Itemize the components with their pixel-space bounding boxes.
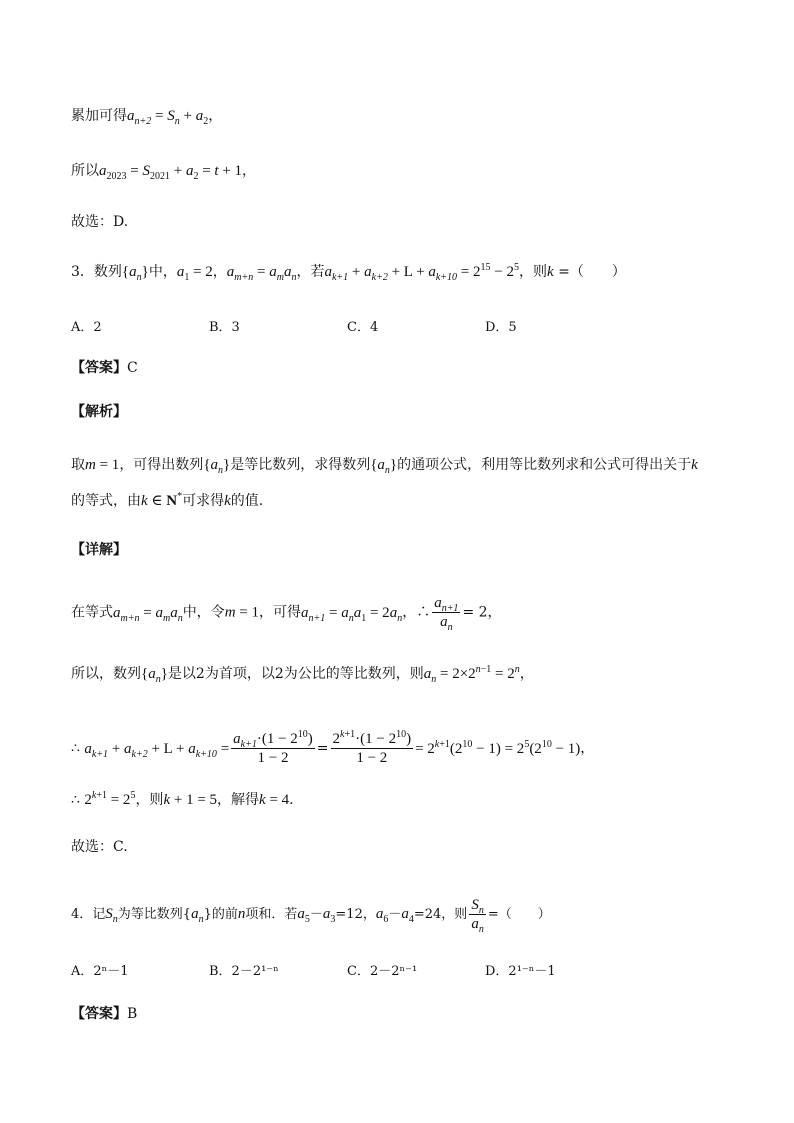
line-choice-d: 故选：D. [71, 214, 129, 230]
line-cumulative: 累加可得$a_{n+2} = S_n + a_2$， [71, 108, 223, 127]
q3-option-b: B．3 [209, 320, 240, 335]
q4-option-c: C．2－2ⁿ⁻¹ [347, 964, 418, 979]
q3-option-a: A．2 [71, 320, 102, 335]
q4-option-a: A．2ⁿ－1 [71, 964, 129, 979]
question-4: 4．记$S_n$为等比数列$\{a_n\}$的前n项和．若$a_5-a_3=12$，$a_6-a_4=24$，则 $\frac{S_n}{a_n}$ =（ ） [71, 897, 551, 935]
q4-option-d: D．2¹⁻ⁿ－1 [485, 964, 556, 979]
analysis-line-2: 的等式，由k ∈ N*可求得k的值. [71, 491, 264, 509]
analysis-tag: 【解析】 [71, 404, 127, 420]
analysis-line-1: 取m = 1，可得出数列$\{a_n\}$是等比数列，求得数列$\{a_n\}$的通项公式，利用等比数列求和公式可得出关于k [71, 457, 698, 476]
detail-line-sum: ∴ $a_{k+1} + a_{k+2} + L + a_{k+10}$ = $\frac{a_{k+1}\cdot(1 - 2^{10})}{1 - 2}$ = $\frac{2^{k+1}\cdot(1 - 2^{10})}{1 - 2}$ = $2^{k+1}(2^{10} - 1) = 2^5(2^{10} - 1)$， [71, 729, 595, 766]
q4-option-b: B．2－2¹⁻ⁿ [209, 964, 279, 979]
q3-option-d: D．5 [485, 320, 517, 335]
detail-line-1: 在等式$a_{m+n} = a_ma_n$中，令m = 1，可得$a_{n+1} = a_na_1 = 2a_n$，∴ $\frac{a_{n+1}}{a_n}$ = 2， [71, 595, 502, 633]
detail-line-4: ∴ $2^{k+1} = 2^5$，则k + 1 = 5，解得k = 4. [71, 790, 294, 808]
line-conclusion: 所以$a_{2023} = S_{2021} + a_2 = t + 1$， [71, 163, 257, 182]
question-3: 3．数列$\{a_n\}$中，$a_1 = 2$，$a_{m+n} = a_ma_n$，若$a_{k+1} + a_{k+2} + L + a_{k+10} = 2^{15} - 2^5$，则k =（ ） [71, 262, 626, 283]
q4-answer: 【答案】B [71, 1006, 138, 1022]
line-choice-c: 故选：C. [71, 839, 128, 855]
q3-answer: 【答案】C [71, 360, 138, 376]
detail-line-2: 所以，数列$\{a_n\}$是以2为首项，以2为公比的等比数列，则$a_n = 2\times 2^{n-1} = 2^n$， [71, 664, 534, 685]
detail-tag: 【详解】 [71, 542, 127, 558]
q3-option-c: C．4 [347, 320, 379, 335]
